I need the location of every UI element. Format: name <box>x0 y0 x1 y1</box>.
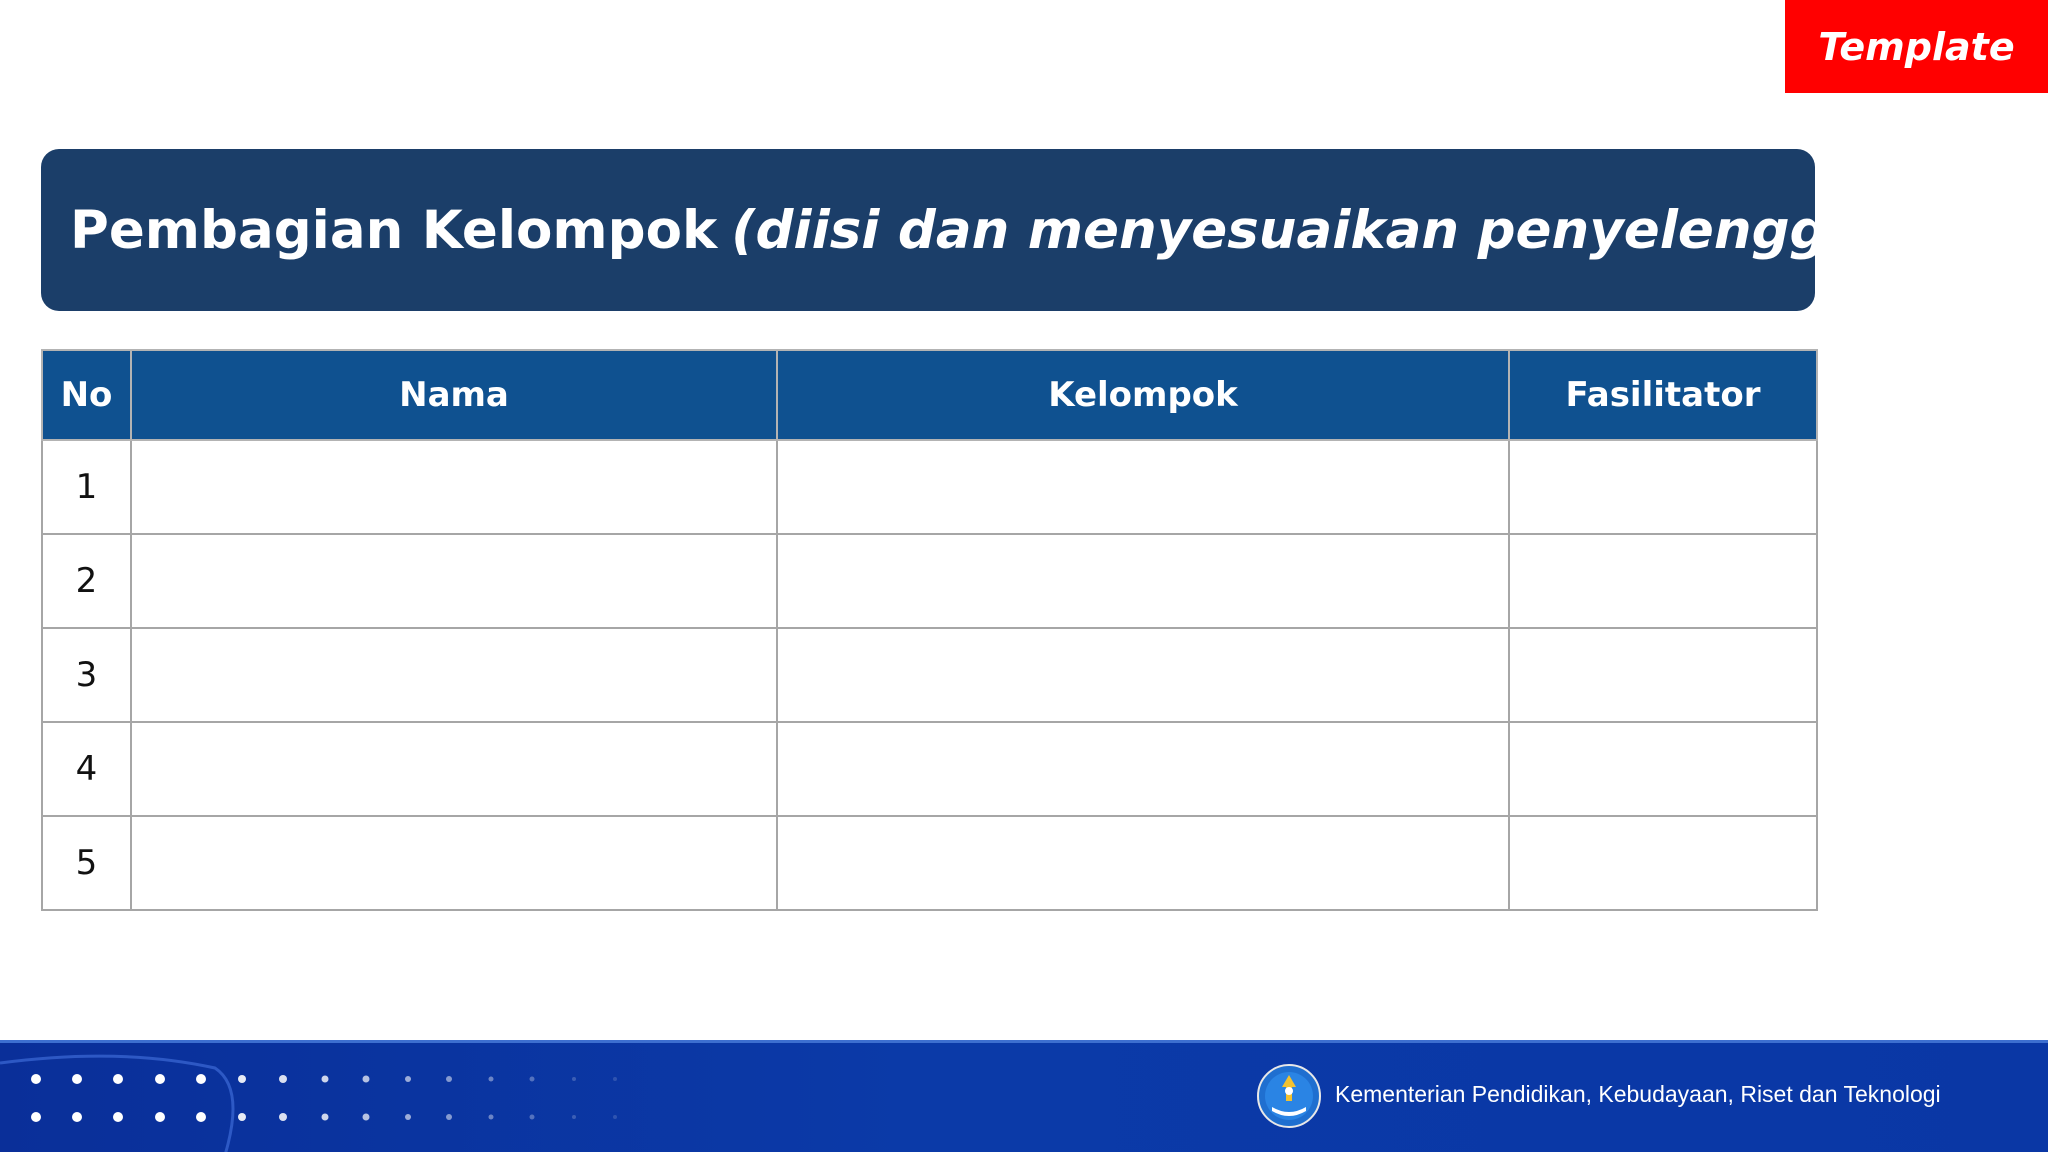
table-row <box>42 628 1817 722</box>
cell-fasilitator[interactable] <box>1509 722 1817 816</box>
cell-no: 5 <box>42 816 131 910</box>
footer-dot-pattern <box>0 1043 700 1152</box>
table-row <box>42 534 1817 628</box>
column-header-kelompok: Kelompok <box>777 350 1509 440</box>
cell-no: 3 <box>42 628 131 722</box>
cell-fasilitator[interactable] <box>1509 628 1817 722</box>
cell-nama[interactable] <box>131 722 777 816</box>
cell-nama[interactable] <box>131 816 777 910</box>
table-row <box>42 816 1817 910</box>
cell-no: 1 <box>42 440 131 534</box>
tut-wuri-handayani-logo-icon <box>1256 1063 1322 1129</box>
cell-nama[interactable] <box>131 628 777 722</box>
cell-fasilitator[interactable] <box>1509 534 1817 628</box>
page-title-banner <box>41 149 1950 311</box>
cell-nama[interactable] <box>131 534 777 628</box>
cell-kelompok[interactable] <box>777 722 1509 816</box>
cell-fasilitator[interactable] <box>1509 440 1817 534</box>
footer-bar <box>0 1040 2048 1152</box>
template-badge: Template <box>1785 0 2048 93</box>
page-title-note: (diisi dan menyesuaikan penyelenggara) <box>731 199 1950 261</box>
cell-kelompok[interactable] <box>777 534 1509 628</box>
cell-fasilitator[interactable] <box>1509 816 1817 910</box>
table-header-row <box>42 350 1817 440</box>
ministry-name: Kementerian Pendidikan, Kebudayaan, Riset dan Teknologi <box>1335 1081 1941 1107</box>
cell-no: 2 <box>42 534 131 628</box>
cell-no: 4 <box>42 722 131 816</box>
column-header-nama: Nama <box>131 350 777 440</box>
group-table <box>41 349 1818 911</box>
cell-nama[interactable] <box>131 440 777 534</box>
page-title: Pembagian Kelompok <box>70 199 718 261</box>
cell-kelompok[interactable] <box>777 816 1509 910</box>
column-header-no: No <box>42 350 131 440</box>
column-header-fasilitator: Fasilitator <box>1509 350 1817 440</box>
cell-kelompok[interactable] <box>777 628 1509 722</box>
table-row <box>42 440 1817 534</box>
cell-kelompok[interactable] <box>777 440 1509 534</box>
table-row <box>42 722 1817 816</box>
